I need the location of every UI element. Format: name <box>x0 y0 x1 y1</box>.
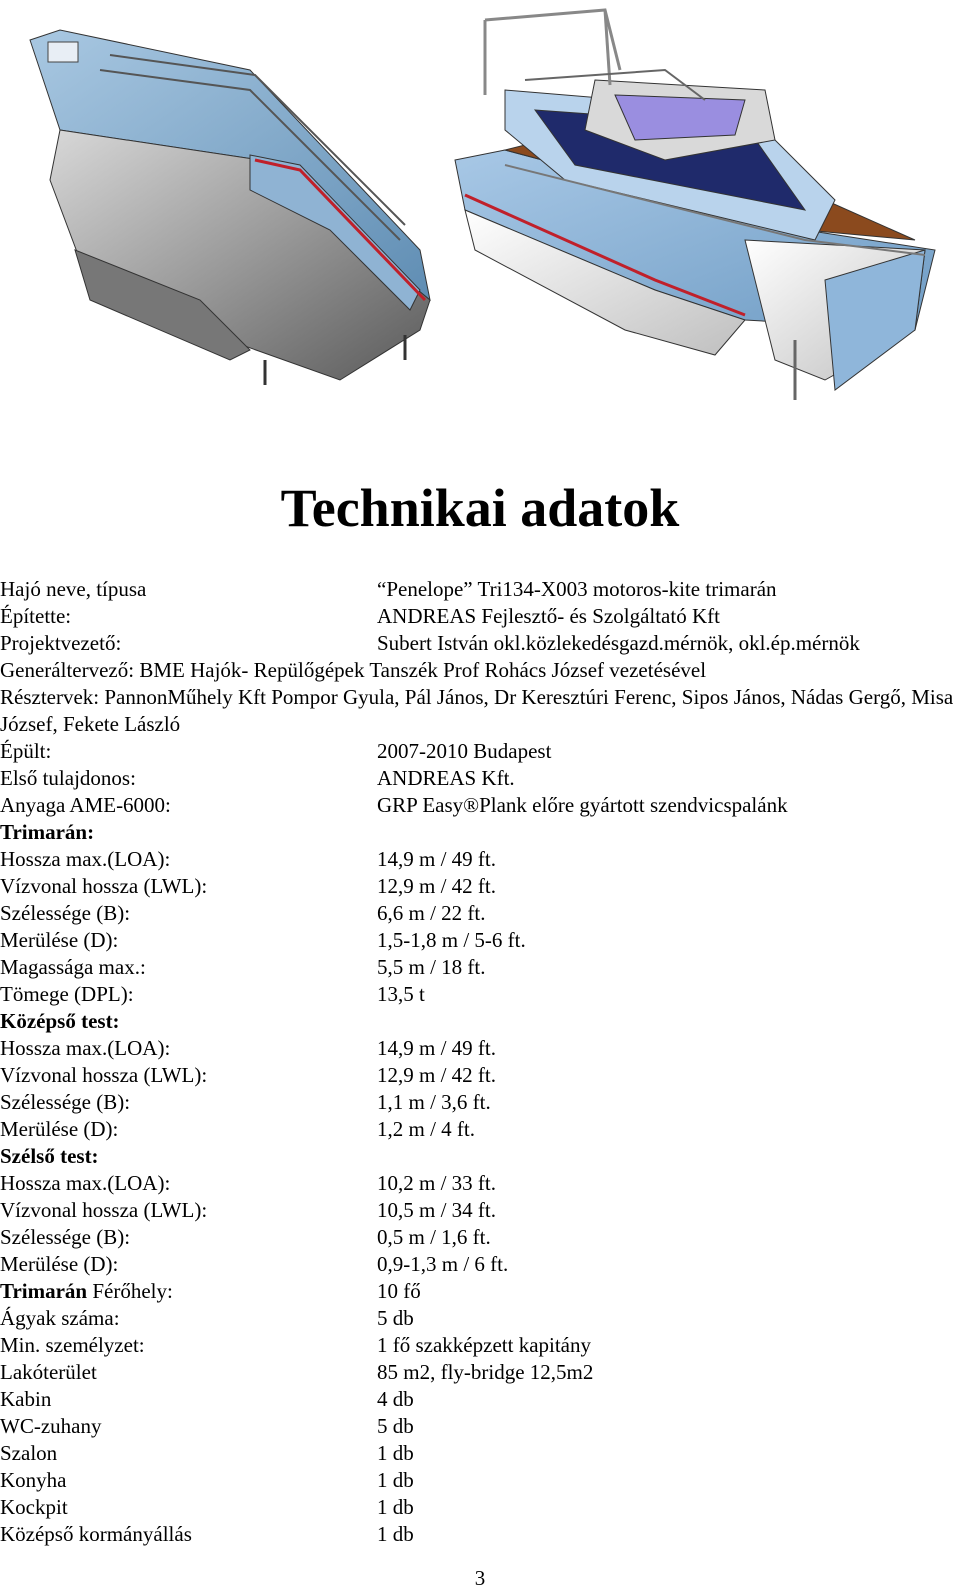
spec-value: 2007-2010 Budapest <box>377 739 552 763</box>
capacity-label-bold: Trimarán <box>0 1279 88 1303</box>
spec-value: 5,5 m / 18 ft. <box>377 955 486 979</box>
general-designer-line <box>0 657 960 684</box>
spec-value: 1 db <box>377 1468 414 1492</box>
spec-row <box>0 1062 960 1089</box>
spec-value: 1 db <box>377 1441 414 1465</box>
spec-value: 14,9 m / 49 ft. <box>377 847 496 871</box>
spec-label: Ágyak száma: <box>0 1306 120 1330</box>
spec-row <box>0 846 960 873</box>
spec-value: 1,5-1,8 m / 5-6 ft. <box>377 928 526 952</box>
spec-row <box>0 1494 960 1521</box>
spec-label: Szélessége (B): <box>0 901 131 925</box>
spec-row-built <box>0 738 960 765</box>
spec-label: Konyha <box>0 1468 67 1492</box>
subplans-text: Résztervek: PannonMűhely Kft Pompor Gyula, Pál János, Dr Keresztúri Ferenc, Sipos János, Nádas Gergő, Misa József, Fekete László <box>0 685 954 736</box>
spec-row <box>0 873 960 900</box>
spec-value: 85 m2, fly-bridge 12,5m2 <box>377 1360 594 1384</box>
spec-value: 10 fő <box>377 1279 421 1303</box>
spec-row <box>0 900 960 927</box>
spec-row <box>0 1197 960 1224</box>
spec-value: 0,9-1,3 m / 6 ft. <box>377 1252 509 1276</box>
spec-label: Szélessége (B): <box>0 1090 131 1114</box>
spec-label: WC-zuhany <box>0 1414 102 1438</box>
spec-label <box>0 1278 173 1305</box>
spec-value: ANDREAS Kft. <box>377 766 515 790</box>
spec-label: Hossza max.(LOA): <box>0 1171 171 1195</box>
spec-row <box>0 1035 960 1062</box>
page-number: 3 <box>474 1566 486 1590</box>
spec-value: 0,5 m / 1,6 ft. <box>377 1225 491 1249</box>
spec-value: 1,1 m / 3,6 ft. <box>377 1090 491 1114</box>
section-heading: Szélső test: <box>0 1144 99 1168</box>
spec-row <box>0 1251 960 1278</box>
spec-value: “Penelope” Tri134-X003 motoros-kite trimarán <box>377 577 777 601</box>
spec-value: 13,5 t <box>377 982 425 1006</box>
spec-row-name <box>0 576 960 603</box>
spec-value: 10,5 m / 34 ft. <box>377 1198 496 1222</box>
spec-value: GRP Easy®Plank előre gyártott szendvicspalánk <box>377 793 788 817</box>
section-heading-trimaran <box>0 819 960 846</box>
spec-row <box>0 1413 960 1440</box>
spec-value: 1 db <box>377 1522 414 1546</box>
spec-row <box>0 1440 960 1467</box>
section-heading-outer-hull <box>0 1143 960 1170</box>
spec-row <box>0 1521 960 1548</box>
spec-value: 12,9 m / 42 ft. <box>377 1063 496 1087</box>
spec-label: Merülése (D): <box>0 1252 119 1276</box>
section-heading-center-hull <box>0 1008 960 1035</box>
spec-row-material <box>0 792 960 819</box>
spec-value: 6,6 m / 22 ft. <box>377 901 486 925</box>
spec-label: Vízvonal hossza (LWL): <box>0 1063 208 1087</box>
spec-label: Tömege (DPL): <box>0 982 134 1006</box>
spec-label: Első tulajdonos: <box>0 766 136 790</box>
spec-label: Vízvonal hossza (LWL): <box>0 874 208 898</box>
spec-label: Építette: <box>0 604 72 628</box>
spec-value: 1,2 m / 4 ft. <box>377 1117 475 1141</box>
spec-label: Merülése (D): <box>0 1117 119 1141</box>
spec-row <box>0 1089 960 1116</box>
spec-label: Anyaga AME-6000: <box>0 793 171 817</box>
spec-label: Hajó neve, típusa <box>0 577 147 601</box>
spec-label: Kabin <box>0 1387 52 1411</box>
spec-row <box>0 1359 960 1386</box>
spec-label: Min. személyzet: <box>0 1333 145 1357</box>
section-heading: Középső test: <box>0 1009 120 1033</box>
spec-label: Magassága max.: <box>0 955 146 979</box>
spec-label: Kockpit <box>0 1495 68 1519</box>
capacity-label-rest: Férőhely: <box>87 1279 173 1303</box>
trimaran-top-render <box>445 0 945 410</box>
spec-label: Lakóterület <box>0 1360 97 1384</box>
spec-label: Hossza max.(LOA): <box>0 1036 171 1060</box>
spec-row <box>0 1224 960 1251</box>
spec-label: Merülése (D): <box>0 928 119 952</box>
spec-row-project-lead <box>0 630 960 657</box>
spec-row <box>0 1332 960 1359</box>
page-title: Technikai adatok <box>280 478 680 538</box>
spec-value: ANDREAS Fejlesztő- és Szolgáltató Kft <box>377 604 720 628</box>
spec-label: Hossza max.(LOA): <box>0 847 171 871</box>
spec-row-owner <box>0 765 960 792</box>
spec-value: 10,2 m / 33 ft. <box>377 1171 496 1195</box>
spec-value: 4 db <box>377 1387 414 1411</box>
spec-row <box>0 1305 960 1332</box>
hull-bottom-render <box>0 0 445 410</box>
spec-value: Subert István okl.közlekedésgazd.mérnök, okl.ép.mérnök <box>377 631 860 655</box>
spec-label: Középső kormányállás <box>0 1522 192 1546</box>
spec-value: 5 db <box>377 1414 414 1438</box>
spec-row <box>0 954 960 981</box>
spec-value: 14,9 m / 49 ft. <box>377 1036 496 1060</box>
section-heading: Trimarán: <box>0 820 95 844</box>
header-images <box>0 0 960 420</box>
spec-label: Szélessége (B): <box>0 1225 131 1249</box>
general-designer-text: Generáltervező: BME Hajók- Repülőgépek Tanszék Prof Rohács József vezetésével <box>0 658 707 682</box>
subplans-line <box>0 684 960 738</box>
spec-label: Projektvezető: <box>0 631 122 655</box>
spec-row <box>0 1116 960 1143</box>
spec-row <box>0 1467 960 1494</box>
spec-row <box>0 1386 960 1413</box>
spec-value: 5 db <box>377 1306 414 1330</box>
spec-row <box>0 981 960 1008</box>
spec-label: Szalon <box>0 1441 58 1465</box>
spec-row-builder <box>0 603 960 630</box>
spec-label: Vízvonal hossza (LWL): <box>0 1198 208 1222</box>
spec-row-capacity <box>0 1278 960 1305</box>
spec-row <box>0 927 960 954</box>
spec-value: 12,9 m / 42 ft. <box>377 874 496 898</box>
spec-row <box>0 1170 960 1197</box>
spec-value: 1 fő szakképzett kapitány <box>377 1333 591 1357</box>
spec-table <box>0 576 960 1548</box>
spec-value: 1 db <box>377 1495 414 1519</box>
spec-label: Épült: <box>0 739 52 763</box>
